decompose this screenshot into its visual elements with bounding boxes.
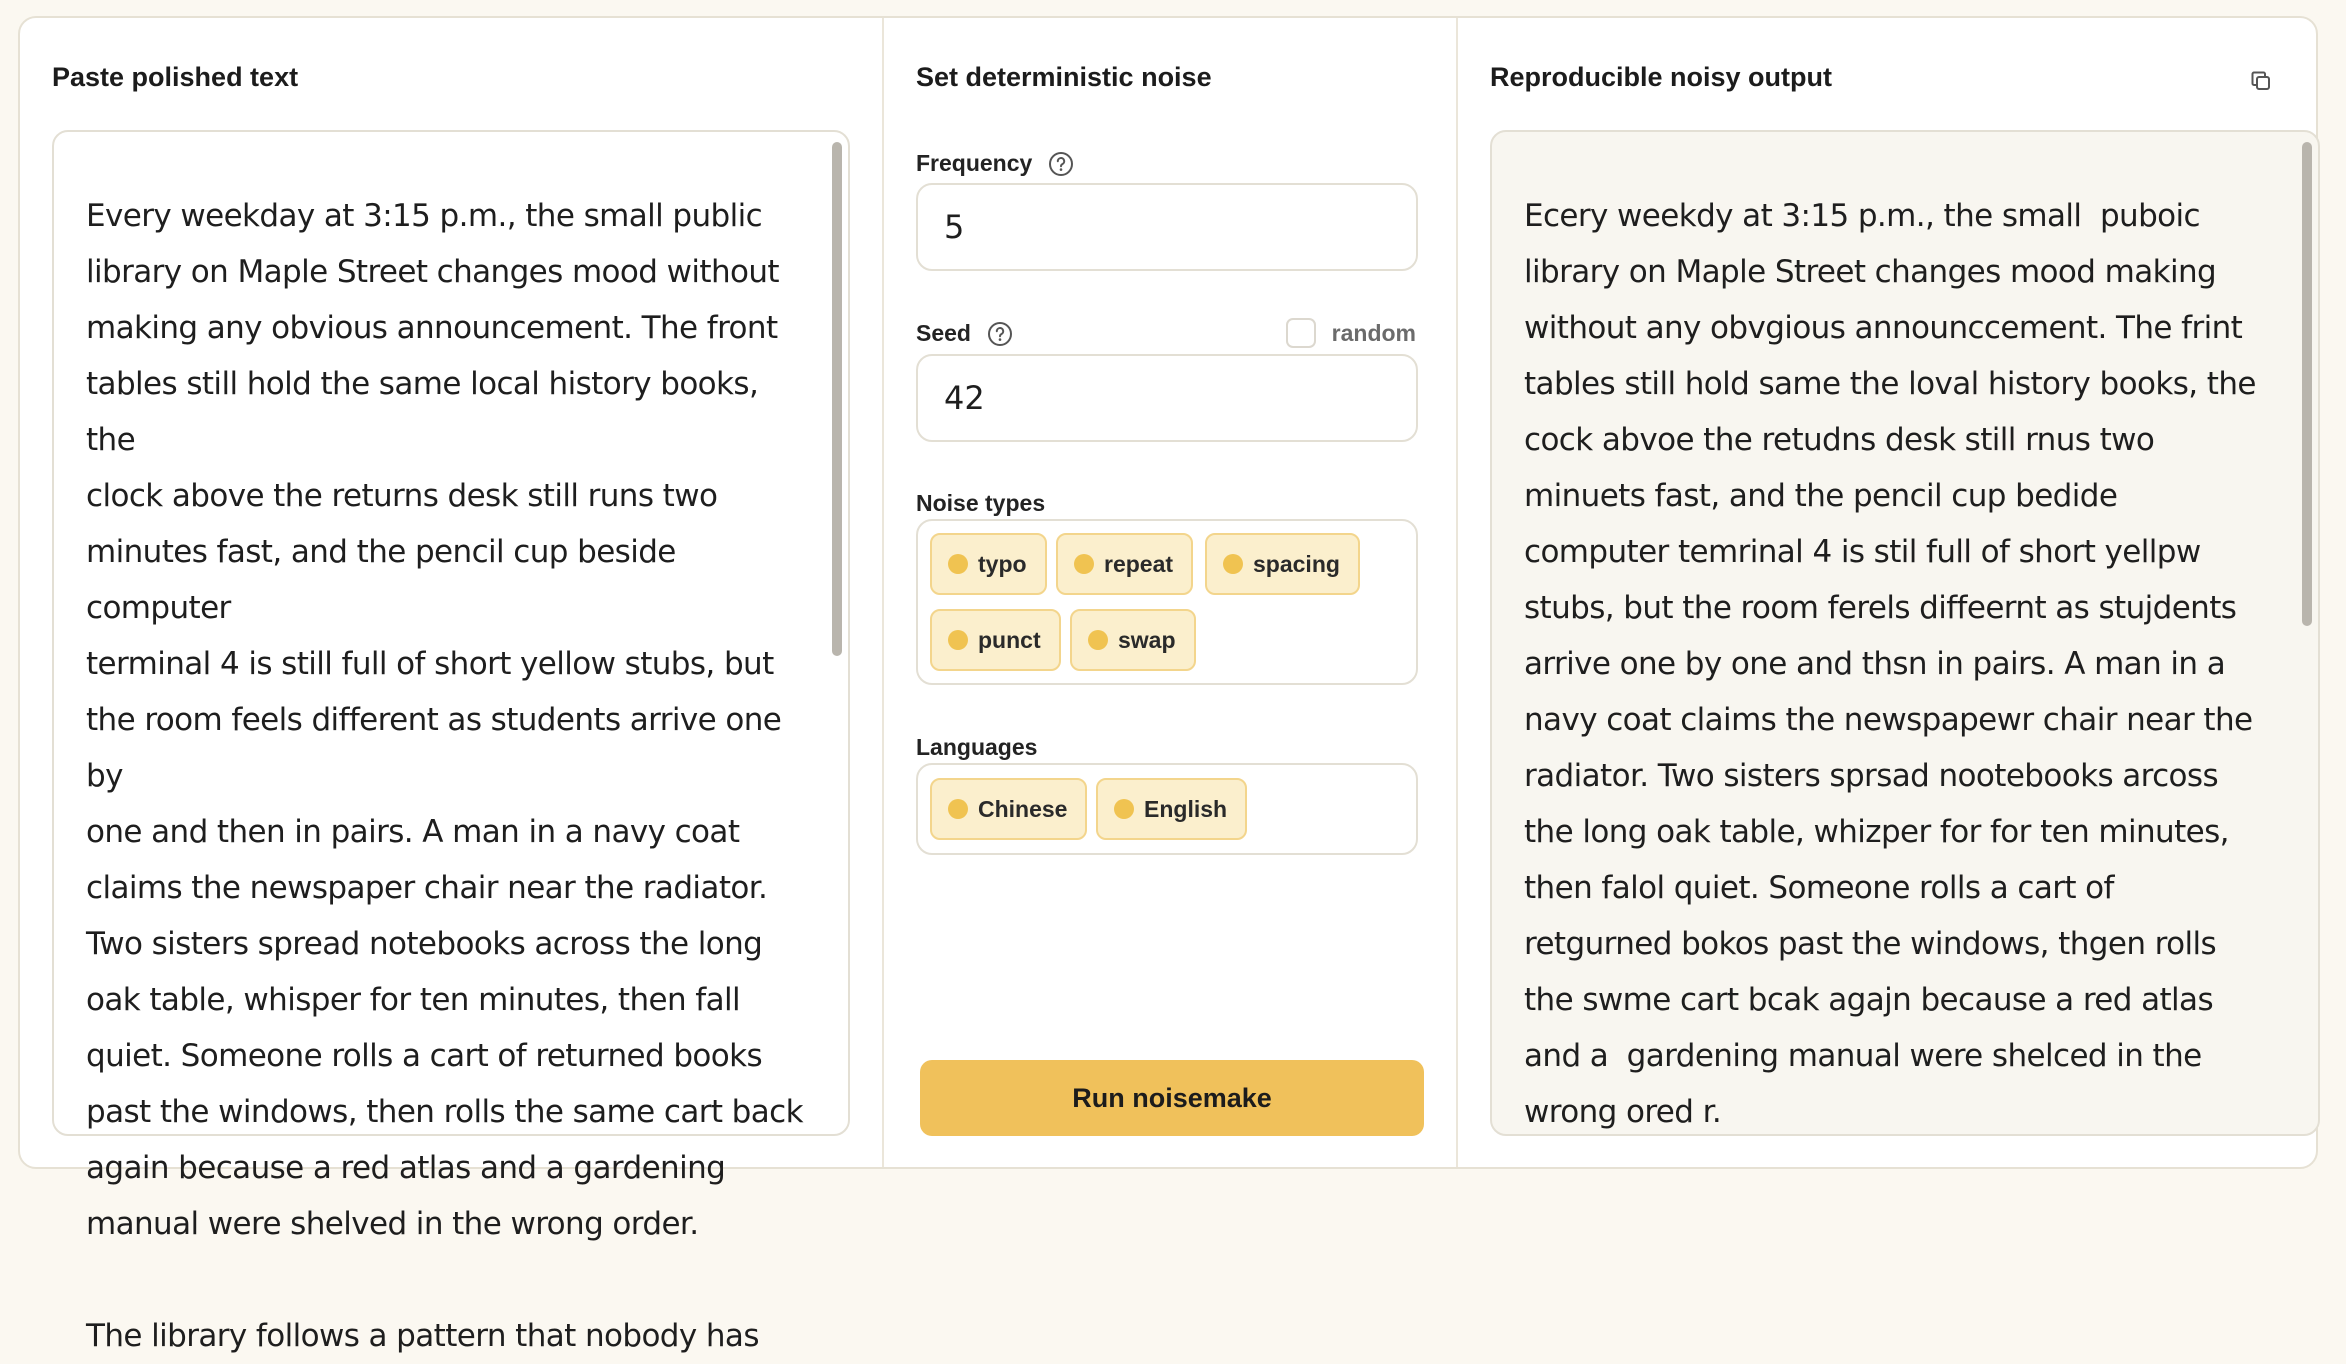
- chip-label: Chinese: [978, 795, 1068, 822]
- noise-type-chip-punct[interactable]: [930, 609, 1061, 671]
- input-textarea[interactable]: [52, 130, 850, 1354]
- chip-label: repeat: [1104, 550, 1174, 577]
- settings-panel: [884, 18, 1458, 1167]
- random-toggle[interactable]: [1286, 318, 1416, 348]
- frequency-label-row: [916, 150, 1074, 177]
- noisemake-card: [18, 16, 2318, 1354]
- chip-label: English: [1144, 795, 1228, 822]
- chip-label: swap: [1118, 626, 1176, 653]
- settings-panel-title: Set deterministic noise: [916, 62, 1212, 92]
- chip-label: spacing: [1253, 550, 1340, 577]
- languages-label: Languages: [916, 734, 1038, 760]
- language-chip-english[interactable]: [1096, 778, 1247, 840]
- question-circle-icon[interactable]: [987, 321, 1013, 347]
- input-panel: [20, 18, 884, 1354]
- noise-type-chip-spacing[interactable]: [1205, 533, 1360, 595]
- output-textarea[interactable]: [1490, 130, 2320, 1136]
- output-panel-title: Reproducible noisy output: [1490, 62, 1832, 92]
- copy-icon[interactable]: [2244, 64, 2278, 98]
- noise-types-label: Noise types: [916, 490, 1046, 516]
- frequency-input[interactable]: 5: [916, 183, 1418, 271]
- noise-type-chip-typo[interactable]: [930, 533, 1047, 595]
- seed-input[interactable]: 42: [916, 354, 1418, 442]
- selected-dot-icon: [948, 630, 968, 650]
- output-panel: [1458, 18, 2316, 1167]
- random-checkbox[interactable]: [1286, 318, 1316, 348]
- noise-type-chip-swap[interactable]: [1070, 609, 1196, 671]
- selected-dot-icon: [1074, 554, 1094, 574]
- selected-dot-icon: [1088, 630, 1108, 650]
- language-chip-chinese[interactable]: [930, 778, 1087, 840]
- run-noisemake-button[interactable]: Run noisemake: [920, 1060, 1424, 1136]
- languages-group: [916, 763, 1418, 855]
- chip-label: punct: [978, 626, 1041, 653]
- noise-types-group: [916, 519, 1418, 685]
- seed-label: Seed: [916, 320, 971, 346]
- selected-dot-icon: [948, 554, 968, 574]
- input-panel-title: Paste polished text: [52, 62, 299, 92]
- output-scrollbar[interactable]: [2302, 142, 2312, 626]
- seed-label-row: [916, 320, 1013, 347]
- input-text[interactable]: Every weekday at 3:15 p.m., the small public library on Maple Street changes mood without making any obvious announcement. The front tables still hold the same local history books, the clock above the returns desk still runs two minutes fast, and the pencil cup beside computer terminal 4 is still full of short yellow stubs, but the room feels different as students arrive one by one and then in pairs. A man in a navy coat claims the newspaper chair near the radiator. Two sisters spread notebooks across the long oak table, whisper for ten minutes, then fall quiet. Someone rolls a cart of returned books past the windows, then rolls the same cart back again because a red atlas and a gardening manual were shelved in the wrong order. The library follows a pattern that nobody has: [86, 198, 803, 1354]
- input-scrollbar[interactable]: [832, 142, 842, 656]
- selected-dot-icon: [948, 799, 968, 819]
- chip-label: typo: [978, 550, 1027, 577]
- random-label: random: [1331, 319, 1416, 346]
- selected-dot-icon: [1223, 554, 1243, 574]
- frequency-label: Frequency: [916, 150, 1033, 176]
- output-text[interactable]: Ecery weekdy at 3:15 p.m., the small puboic library on Maple Street changes mood making without any obvgious announccement. The frint tables still hold same the loval history books, the cock abvoe the retudns desk still rnus two minuets fast, and the pencil cup bedide computer temrinal 4 is stil full of short yellpw stubs, but the room ferels diffeernt as stujdents arrive one by one and thsn in pairs. A man in a navy coat claims the newspapewr chair near the radiator. Two sisters sprsad nootebooks arcoss the long oak table, whizper for for ten minutes, then falol quiet. Someone rolls a cart of retgurned bokos past the windows, thgen rolls the swme cart bcak agajn because a red atlas and a gardening manual were shelced in the wrong ored r.: [1524, 198, 2256, 1130]
- noise-type-chip-repeat[interactable]: [1056, 533, 1193, 595]
- selected-dot-icon: [1114, 799, 1134, 819]
- question-circle-icon[interactable]: [1048, 151, 1074, 177]
